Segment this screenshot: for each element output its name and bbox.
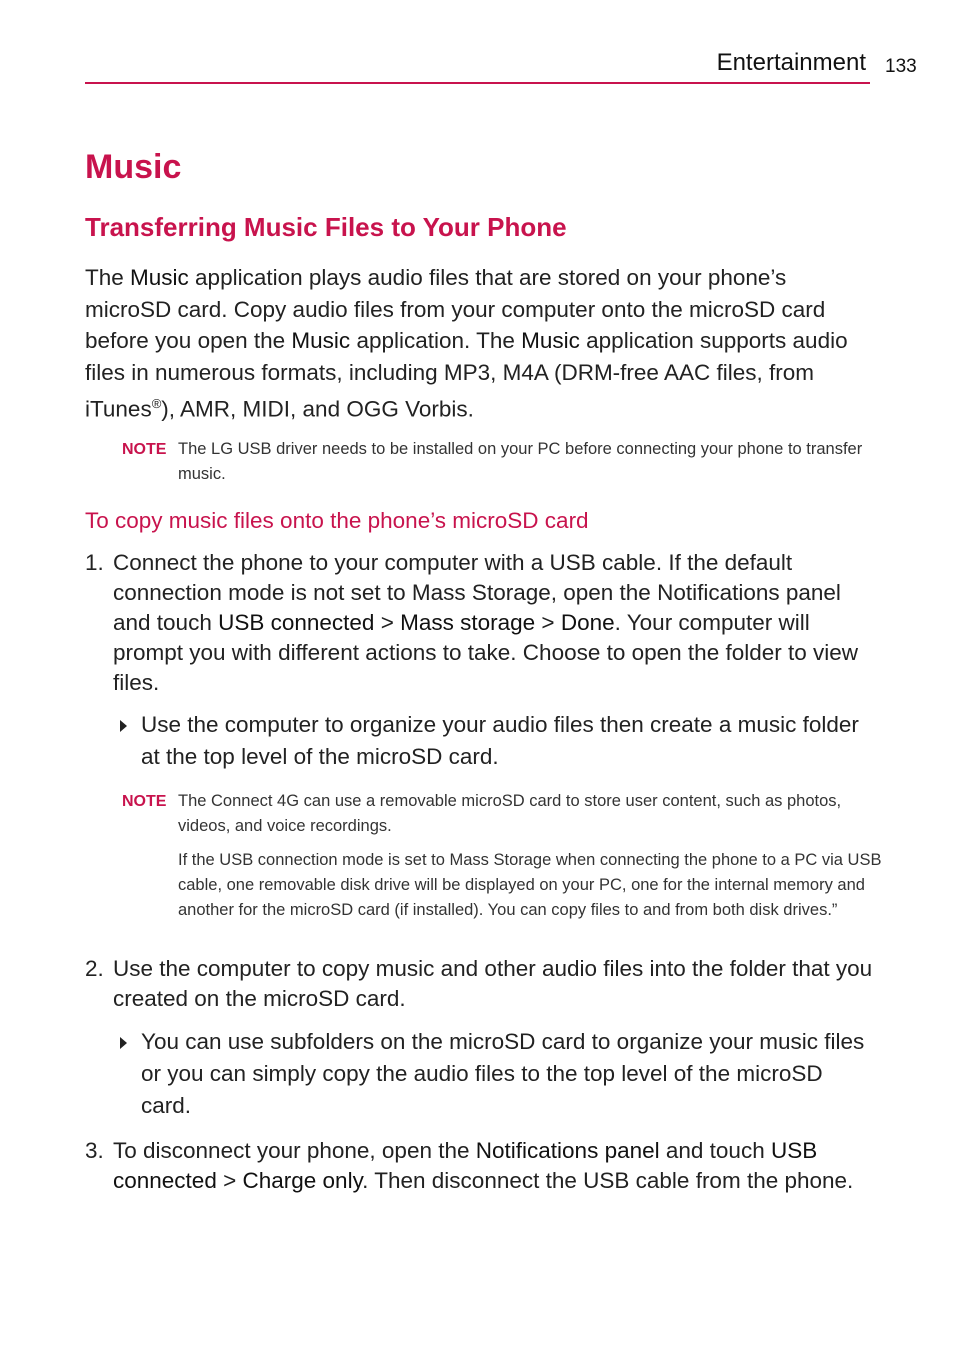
step-3 — [85, 1136, 875, 1196]
bullet-arrow-icon — [120, 720, 127, 732]
page-title: Music — [85, 148, 182, 186]
step-number: 2. — [85, 956, 104, 981]
note-text: The Connect 4G can use a removable microSD card to store user content, such as photos, videos, and voice recordings. — [178, 792, 842, 835]
intro-paragraph: The Music application plays audio files that are stored on your phone’s microSD card. Copy audio files from your computer onto the microSD card before you open the Music application. The Music application supports audio files in numerous formats, including MP3, M4A (DRM-free AAC files, from iTunes®), AMR, MIDI, and OGG Vorbis. — [85, 265, 848, 422]
ui-term-music: Music — [291, 328, 351, 353]
ui-term: Charge only — [242, 1168, 363, 1193]
note-box — [122, 789, 882, 923]
step-text: Connect the phone to your computer with a USB cable. If the default connection mode is not set to Mass Storage, open the Notifications panel and touch USB connected > Mass storage > Done. Your computer will prompt you with different actions to take. Choose to open the folder to view files. — [113, 550, 859, 695]
step-1 — [85, 548, 875, 698]
registered-mark: ® — [151, 396, 162, 411]
ui-term: USB connected — [113, 1138, 818, 1193]
step-2 — [85, 954, 875, 1014]
note-text: The LG USB driver needs to be installed on your PC before connecting your phone to transfer music. — [178, 440, 863, 483]
step-text: To disconnect your phone, open the Notifications panel and touch USB connected > Charge only. Then disconnect the USB cable from the phone. — [113, 1138, 854, 1193]
section-title: Entertainment — [716, 49, 866, 76]
subheading: To copy music files onto the phone’s microSD card — [85, 508, 589, 533]
bullet-arrow-icon — [120, 1037, 127, 1049]
step-text: Use the computer to copy music and other audio files into the folder that you created on the microSD card. — [113, 956, 873, 1011]
step-number: 1. — [85, 550, 104, 575]
ui-term: Done — [560, 610, 615, 635]
ui-term-music: Music — [130, 265, 189, 290]
page-header — [85, 48, 870, 84]
note-box — [122, 437, 882, 487]
ui-term: Mass storage — [400, 610, 536, 635]
ui-term: Notifications panel — [475, 1138, 660, 1163]
note-label: NOTE — [122, 793, 167, 810]
page-number: 133 — [885, 56, 917, 77]
ui-term: USB connected — [218, 610, 375, 635]
bullet-item — [113, 709, 873, 773]
bullet-text: Use the computer to organize your audio files then create a music folder at the top level of the microSD card. — [141, 712, 859, 769]
bullet-item — [113, 1026, 873, 1122]
ui-term-music: Music — [521, 328, 580, 353]
step-number: 3. — [85, 1138, 104, 1163]
note-label: NOTE — [122, 441, 167, 458]
bullet-text: You can use subfolders on the microSD card to organize your music files or you can simply copy the audio files to the top level of the microSD card. — [141, 1029, 865, 1118]
note-text: If the USB connection mode is set to Mass Storage when connecting the phone to a PC via USB cable, one removable disk drive will be displayed on your PC, one for the internal memory and another for the microSD card (if installed). You can copy files to and from both disk drives.” — [178, 851, 882, 919]
section-heading: Transferring Music Files to Your Phone — [85, 212, 567, 242]
